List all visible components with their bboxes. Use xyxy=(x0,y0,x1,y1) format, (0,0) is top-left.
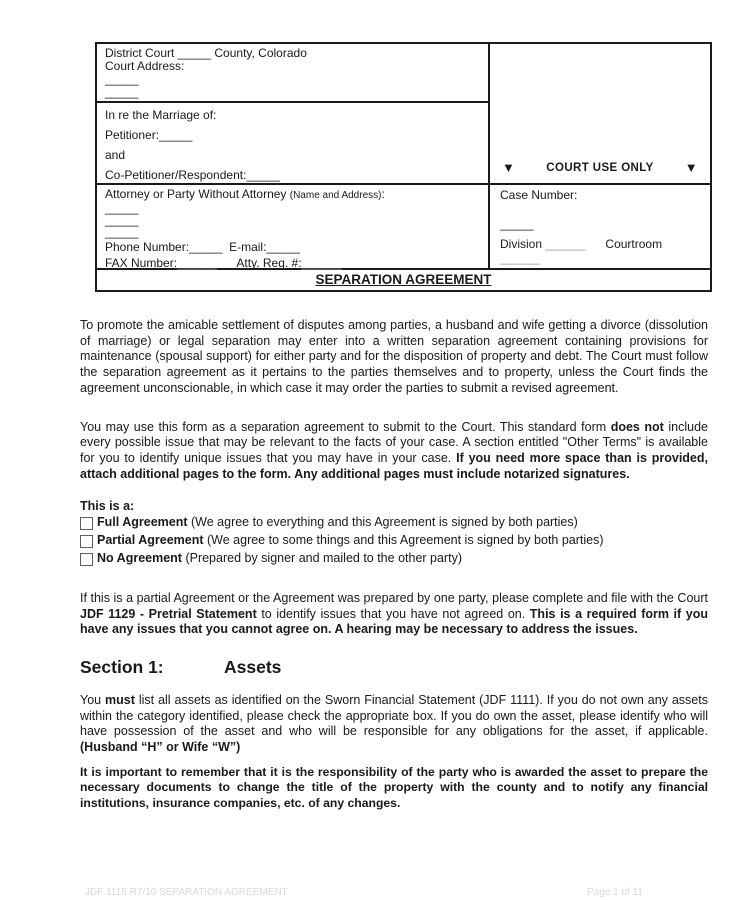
division-courtroom-field: Division ______ Courtroom ______ xyxy=(500,237,666,265)
full-agreement-checkbox[interactable] xyxy=(80,517,93,530)
fax-attyreg-field: FAX Number:______ Atty. Reg. #:______ xyxy=(105,256,342,270)
intro-paragraph-1: To promote the amicable settlement of disputes among parties, a husband and wife getting a divorce (dissolution of marriage) or legal separation may enter into a written separation agreement containing provisions for maintenance (spousal support) for either party and for the disposition of property and debt. The Court must follow the separation agreement as it pertains to the parties themselves and to property, unless the Court finds the agreement unconscionable, in which case it may order the parties to submit a revised agreement. xyxy=(80,318,708,395)
section-number: Section 1: xyxy=(80,657,164,678)
case-number-cell xyxy=(490,185,710,268)
caption-top-row xyxy=(97,44,710,183)
court-address-label: Court Address: xyxy=(105,59,185,73)
form-title: SEPARATION AGREEMENT xyxy=(97,268,710,290)
choice-row-no-agreement xyxy=(80,551,708,569)
court-info-cell xyxy=(97,44,488,103)
no-agreement-checkbox[interactable] xyxy=(80,553,93,566)
court-use-only-cell xyxy=(490,44,710,183)
assets-paragraph-1: You must list all assets as identified on the Sworn Financial Statement (JDF 1111). If you do not own any assets within the category identified, please check the appropriate box. If you do own the asset, please identify who will have possession of the asset and who will be responsible for any obligations for the asset, if applicable. (Husband “H” or Wife “W”) xyxy=(80,692,708,754)
choice-label: Partial Agreement (We agree to some things and this Agreement is signed by both parties) xyxy=(97,533,604,548)
pretrial-paragraph: If this is a partial Agreement or the Agreement was prepared by one party, please complete and file with the Court JDF 1129 - Pretrial Statement to identify issues that you have not agreed on. This is a required form if you have any issues that you cannot agree on. A hearing may be necessary to address the issues. xyxy=(80,591,709,637)
marriage-cell xyxy=(97,103,488,182)
choice-label: Full Agreement (We agree to everything and this Agreement is signed by both parties) xyxy=(97,515,578,530)
down-arrow-icon: ▼ xyxy=(684,160,698,175)
down-arrow-icon: ▼ xyxy=(502,160,516,175)
case-number-label: Case Number: xyxy=(500,188,578,202)
intro-paragraph-2: You may use this form as a separation agreement to submit to the Court. This standard form does not include every possible issue that may be relevant to the facts of your case. A section entitled "Other Terms" is available for you to identify unique issues that you may have in your case. If you need more space than is provided, attach additional pages to the form. Any additional pages must include notarized signatures. xyxy=(80,419,708,481)
blank-line: _____ xyxy=(500,217,534,231)
blank-line: _____ xyxy=(105,213,139,227)
section-1-heading xyxy=(80,657,708,678)
footer-form-id: JDF 1115 R7/10 SEPARATION AGREEMENT xyxy=(85,887,288,898)
petitioner-field: Petitioner:_____ xyxy=(105,128,193,142)
district-court-line: District Court _____ County, Colorado xyxy=(105,46,307,60)
assets-paragraph-2: It is important to remember that it is the responsibility of the party who is awarded the asset to prepare the necessary documents to change the title of the property with the county and to notify any financial institutions, insurance companies, etc. of any changes. xyxy=(80,764,708,811)
and-label: and xyxy=(105,148,126,162)
blank-line: _____ xyxy=(105,201,139,215)
attorney-heading: Attorney or Party Without Attorney (Name and Address): xyxy=(105,187,385,201)
page-footer xyxy=(85,887,643,898)
choice-label: No Agreement (Prepared by signer and mailed to the other party) xyxy=(97,551,462,566)
this-is-a-label: This is a: xyxy=(80,499,135,514)
choice-row-partial-agreement xyxy=(80,533,708,551)
choice-row-full-agreement xyxy=(80,515,708,533)
blank-line: _____ xyxy=(105,225,139,239)
caption-table xyxy=(95,42,712,292)
phone-email-field: Phone Number:_____ E-mail:_____ xyxy=(105,240,300,254)
body-text xyxy=(80,311,708,812)
blank-line: _____ xyxy=(105,85,139,99)
partial-agreement-checkbox[interactable] xyxy=(80,535,93,548)
court-use-only-label: COURT USE ONLY xyxy=(546,161,654,174)
blank-line: _____ xyxy=(105,72,139,86)
footer-page-number: Page 1 of 11 xyxy=(587,887,643,898)
caption-left-column xyxy=(97,44,490,183)
attorney-cell xyxy=(97,185,490,268)
caption-bottom-row xyxy=(97,183,710,268)
in-re-marriage-label: In re the Marriage of: xyxy=(105,108,217,122)
section-title: Assets xyxy=(224,657,282,678)
co-petitioner-field: Co-Petitioner/Respondent:_____ xyxy=(105,168,280,182)
